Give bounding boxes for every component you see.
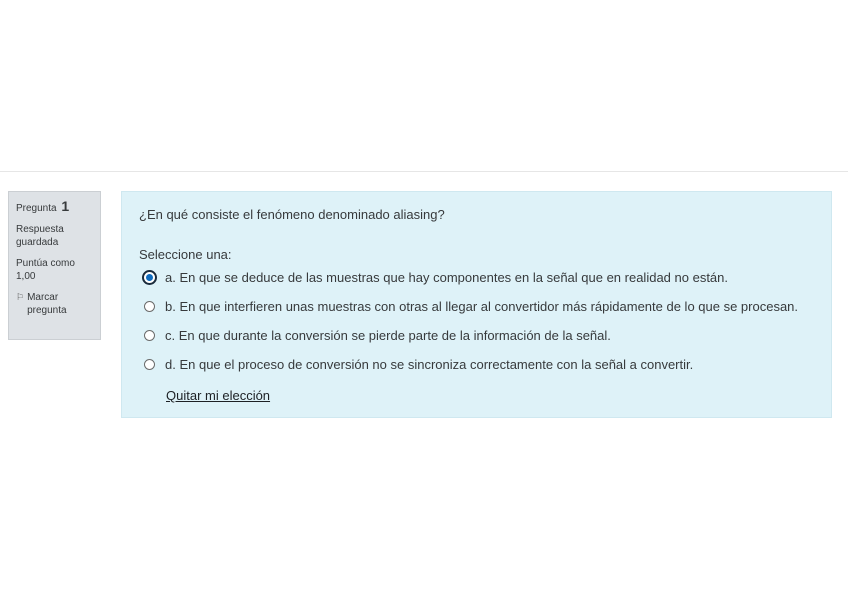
question-grade: Puntúa como 1,00 — [16, 258, 75, 282]
answer-option-label: a. En que se deduce de las muestras que hay componentes en la señal que en realidad no están. — [165, 269, 728, 285]
radio-button-selected[interactable] — [142, 270, 157, 285]
answer-option-label: b. En que interfieren unas muestras con otras al llegar al convertidor más rápidamente de lo que se procesan. — [165, 298, 799, 314]
radio-button[interactable] — [144, 359, 155, 370]
question-state: Respuesta guardada — [16, 224, 64, 248]
radio-button[interactable] — [144, 301, 155, 312]
header-divider — [0, 171, 848, 172]
answer-option-label: c. En que durante la conversión se pierde parte de la información de la señal. — [165, 327, 611, 343]
answer-prompt: Seleccione una: — [139, 247, 232, 262]
flag-icon: ⚐ — [16, 292, 25, 302]
answer-options — [144, 268, 798, 384]
question-text: ¿En qué consiste el fenómeno denominado aliasing? — [139, 207, 445, 222]
answer-option-c[interactable] — [144, 326, 798, 344]
answer-option-label: d. En que el proceso de conversión no se sincroniza correctamente con la señal a convertir. — [165, 356, 694, 372]
flag-question-label: Marcar pregunta — [27, 292, 67, 316]
question-label: Pregunta — [16, 203, 57, 214]
answer-option-a[interactable] — [144, 268, 798, 286]
answer-option-b[interactable] — [144, 297, 798, 315]
clear-choice-link[interactable]: Quitar mi elección — [166, 388, 271, 403]
question-number: 1 — [61, 198, 70, 214]
radio-button[interactable] — [144, 330, 155, 341]
answer-option-d[interactable] — [144, 355, 798, 373]
question-content — [121, 191, 832, 418]
flag-question-link[interactable] — [16, 291, 93, 317]
question-number-line — [16, 200, 93, 215]
question-info-panel — [8, 191, 101, 340]
